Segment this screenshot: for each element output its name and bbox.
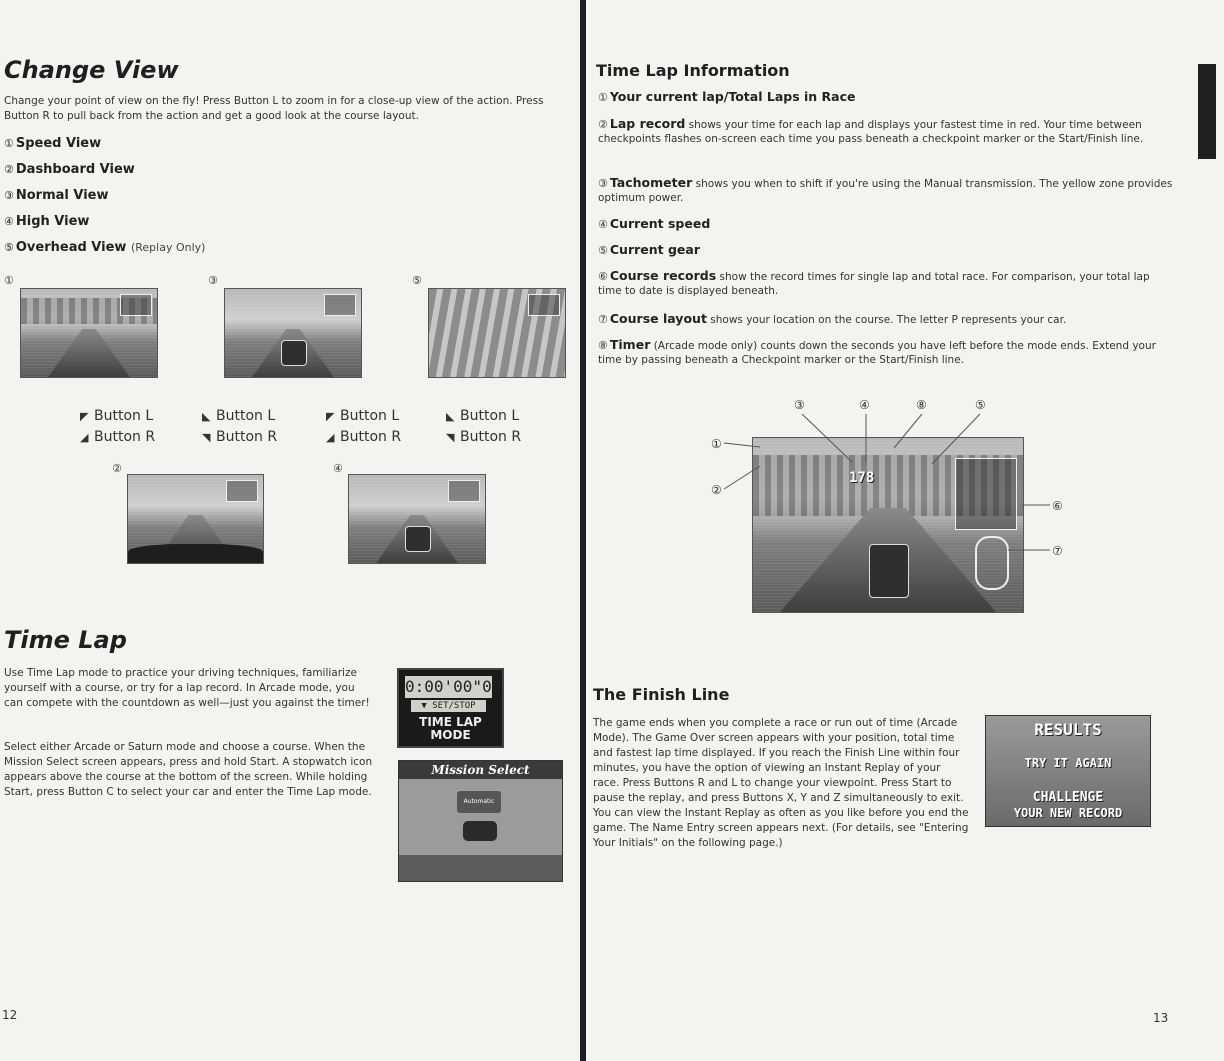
stopwatch-caption-line-1: TIME LAP <box>419 715 482 729</box>
shot-label-speed: ① <box>4 274 14 287</box>
arrow-up-right-icon: ◥ <box>446 431 455 444</box>
info-label: Your current lap/Total Laps in Race <box>609 89 856 104</box>
page-number-right: 13 <box>1153 1011 1169 1025</box>
info-label: Lap record <box>609 116 686 131</box>
view-num: ② <box>4 163 14 176</box>
arrow-down-right-icon: ◢ <box>326 431 335 444</box>
callout-3: ③ <box>794 398 805 412</box>
view-label: Dashboard View <box>15 162 135 177</box>
normal-view-screenshot <box>224 288 362 378</box>
button-pair-1 <box>80 406 155 448</box>
button-pair-2 <box>202 406 277 448</box>
button-r-label: Button R <box>216 429 278 445</box>
arrow-down-left-icon: ◣ <box>446 410 455 423</box>
mission-select-title: Mission Select <box>399 761 562 779</box>
hud-graphic <box>528 294 560 315</box>
info-item-5 <box>598 243 1173 258</box>
view-note: (Replay Only) <box>130 241 206 254</box>
info-num: ③ <box>598 177 608 190</box>
info-num: ① <box>598 91 608 104</box>
speedometer-readout: 178 <box>849 470 875 486</box>
info-num: ⑤ <box>598 244 608 257</box>
info-item-2 <box>598 117 1173 146</box>
button-l-label: Button L <box>216 408 276 424</box>
shot-label-overhead: ⑤ <box>412 274 422 287</box>
arrow-up-right-icon: ◥ <box>202 431 211 444</box>
callout-5: ⑤ <box>975 398 986 412</box>
stopwatch-caption <box>399 716 502 742</box>
arrow-up-left-icon: ◤ <box>80 410 89 423</box>
info-label: Timer <box>609 337 651 352</box>
finish-line-title: The Finish Line <box>593 685 730 704</box>
dashboard-view-screenshot <box>127 474 264 564</box>
info-item-3 <box>598 176 1173 205</box>
course-layout-map <box>975 536 1009 590</box>
info-num: ⑦ <box>598 313 608 326</box>
info-num: ② <box>598 118 608 131</box>
course-strip-graphic <box>399 855 562 881</box>
arrow-down-right-icon: ◢ <box>80 431 89 444</box>
view-num: ⑤ <box>4 241 14 254</box>
button-l-label: Button L <box>460 408 520 424</box>
button-r-label: Button R <box>94 429 156 445</box>
view-label: Normal View <box>15 188 109 203</box>
speed-view-screenshot <box>20 288 158 378</box>
info-item-7 <box>598 312 1173 327</box>
view-item-dashboard <box>4 162 135 177</box>
right-page <box>590 0 1224 1061</box>
change-view-title: Change View <box>4 56 179 84</box>
results-heading: RESULTS <box>1034 720 1102 739</box>
info-item-8 <box>598 338 1173 367</box>
stopwatch-button-label: ▼ SET/STOP <box>411 700 486 712</box>
dashboard-graphic <box>128 544 263 563</box>
results-new-record: YOUR NEW RECORD <box>1013 806 1123 820</box>
info-num: ④ <box>598 218 608 231</box>
shot-label-high: ④ <box>333 462 343 475</box>
car-graphic <box>281 340 307 367</box>
hud-graphic <box>448 480 480 501</box>
button-l-label: Button L <box>340 408 400 424</box>
view-num: ③ <box>4 189 14 202</box>
car-graphic <box>463 821 497 841</box>
arrow-up-left-icon: ◤ <box>326 410 335 423</box>
stopwatch-display: 0:00'00"00 <box>405 677 502 696</box>
shot-label-dashboard: ② <box>112 462 122 475</box>
high-view-screenshot <box>348 474 486 564</box>
info-item-4 <box>598 217 1173 232</box>
info-label: Course records <box>609 268 717 283</box>
callout-2: ② <box>711 483 722 497</box>
info-desc: shows your location on the course. The letter P represents your car. <box>710 314 1067 326</box>
view-num: ① <box>4 137 14 150</box>
page-number-left: 12 <box>2 1008 18 1022</box>
time-lap-para-2: Select either Arcade or Saturn mode and choose a course. When the Mission Select screen appears, press and hold Start. A stopwatch icon appears above the course at the bottom of the screen. While holding Start, press Button C to select your car and enter the Time Lap mode. <box>4 741 373 798</box>
change-view-intro: Change your point of view on the fly! Press Button L to zoom in for a close-up view of the action. Press Button R to pull back from the action and get a good look at the course layout. <box>4 95 544 122</box>
view-label: Speed View <box>15 136 102 151</box>
mission-select-button: Automatic <box>457 791 501 813</box>
view-num: ④ <box>4 215 14 228</box>
info-item-1 <box>598 90 1173 105</box>
left-page <box>0 0 582 1061</box>
hud-graphic <box>120 294 152 315</box>
hud-graphic <box>324 294 356 315</box>
course-records-panel <box>955 458 1017 530</box>
results-screenshot <box>985 715 1151 827</box>
button-l-label: Button L <box>94 408 154 424</box>
view-item-normal <box>4 188 109 203</box>
view-label: Overhead View <box>15 240 127 255</box>
button-r-label: Button R <box>340 429 402 445</box>
button-pair-4 <box>446 406 521 448</box>
info-label: Current speed <box>609 216 711 231</box>
info-desc: (Arcade mode only) counts down the seconds you have left before the mode ends. Extend your time by passing beneath a Checkpoint marker or the Start/Finish line. <box>598 340 1156 366</box>
info-num: ⑥ <box>598 270 608 283</box>
time-lap-title: Time Lap <box>4 626 127 654</box>
mission-select-screenshot <box>398 760 563 882</box>
hud-graphic <box>226 480 258 501</box>
info-desc: show the record times for single lap and total race. For comparison, your total lap time to date is displayed beneath. <box>598 271 1150 297</box>
time-lap-hud-screenshot <box>752 437 1024 613</box>
stopwatch-caption-line-2: MODE <box>430 728 471 742</box>
car-graphic <box>869 544 909 598</box>
time-lap-para-1: Use Time Lap mode to practice your driving techniques, familiarize yourself with a course, or try for a lap record. In Arcade mode, you can compete with the countdown as well—just you against the timer! <box>4 667 370 709</box>
results-challenge: CHALLENGE <box>1032 790 1104 805</box>
view-label: High View <box>15 214 90 229</box>
shot-label-normal: ③ <box>208 274 218 287</box>
book-spine <box>580 0 586 1061</box>
info-num: ⑧ <box>598 339 608 352</box>
info-label: Current gear <box>609 242 701 257</box>
button-pair-3 <box>326 406 401 448</box>
time-lap-info-title: Time Lap Information <box>596 61 790 80</box>
results-try-again: TRY IT AGAIN <box>1024 756 1112 770</box>
callout-8: ⑧ <box>916 398 927 412</box>
info-label: Tachometer <box>609 175 693 190</box>
section-tab <box>1198 64 1216 159</box>
button-r-label: Button R <box>460 429 522 445</box>
road-graphic <box>48 329 130 377</box>
view-item-high <box>4 214 89 229</box>
car-graphic <box>405 526 431 553</box>
stopwatch-icon <box>397 668 504 748</box>
view-item-overhead <box>4 240 205 255</box>
callout-1: ① <box>711 437 722 451</box>
info-desc: shows your time for each lap and displays your fastest time in red. Your time between checkpoints flashes on-screen each time you pass beneath a checkpoint marker or the Start/Finish line. <box>598 119 1144 145</box>
finish-line-body: The game ends when you complete a race or run out of time (Arcade Mode). The Game Over screen appears with your position, total time and fastest lap time displayed. If you reach the Finish Line within four minutes, you have the option of viewing an Instant Replay of your race. Press Buttons R and L to change your viewpoint. Press Start to pause the replay, and press Buttons X, Y and Z simultaneously to exit. You can view the Instant Replay as often as you like before you end the game. The Name Entry screen appears next. (For details, see "Entering Your Initials" on the following page.) <box>593 717 969 849</box>
callout-6: ⑥ <box>1052 499 1063 513</box>
callout-4: ④ <box>859 398 870 412</box>
callout-7: ⑦ <box>1052 544 1063 558</box>
overhead-view-screenshot <box>428 288 566 378</box>
info-desc: shows you when to shift if you're using the Manual transmission. The yellow zone provides optimum power. <box>598 178 1173 204</box>
arrow-down-left-icon: ◣ <box>202 410 211 423</box>
info-item-6 <box>598 269 1173 298</box>
view-item-speed <box>4 136 101 151</box>
info-label: Course layout <box>609 311 707 326</box>
